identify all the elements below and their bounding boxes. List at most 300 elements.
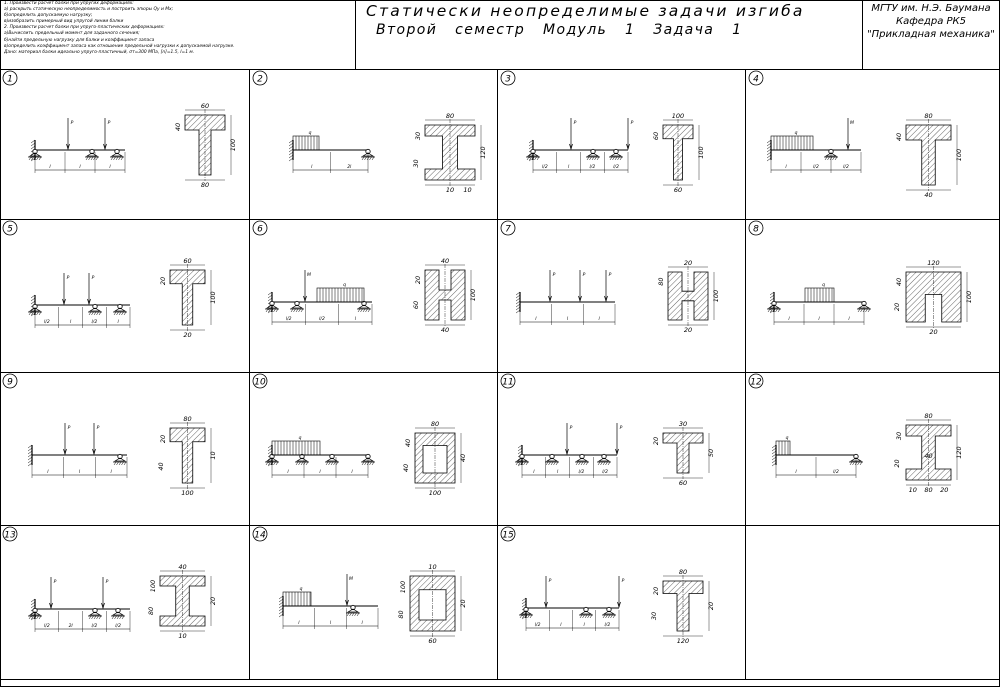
force-label: P <box>569 426 573 431</box>
hatch-line <box>39 312 41 315</box>
task-cell-9 <box>3 374 217 497</box>
section-dimension: 60 <box>673 186 683 194</box>
section-dimension: 100 <box>229 138 237 152</box>
section-dimension: 20 <box>459 599 467 608</box>
section-dimension: 30 <box>414 131 422 141</box>
force-label: P <box>107 121 111 126</box>
task-number: 3 <box>505 74 511 85</box>
hatch-line <box>613 157 615 160</box>
hatch-line <box>86 157 88 160</box>
force-label: P <box>70 121 74 126</box>
section-dimension: 120 <box>479 146 487 159</box>
hatch-line <box>97 312 99 315</box>
hatch-line <box>276 462 278 465</box>
hatch-line <box>576 462 578 465</box>
span-label: l <box>361 621 363 626</box>
task-cell-14 <box>253 527 467 645</box>
force-label: P <box>96 426 100 431</box>
cross-section <box>159 257 217 339</box>
hatch-line <box>89 616 91 619</box>
span-label: l/2 <box>285 317 292 322</box>
hatch-line <box>516 462 518 465</box>
section-dimension: 100 <box>399 580 407 594</box>
hatch-line <box>615 157 617 160</box>
hatch-line <box>537 157 539 160</box>
instruction-line: б)найти предельную нагрузку для балки и коэффициент запаса <box>4 37 155 43</box>
section-dimension: 80 <box>657 277 665 286</box>
load-label: q <box>785 436 789 441</box>
span-label: l/2 <box>44 624 50 629</box>
load-label: q <box>299 587 303 592</box>
section-dimension: 80 <box>183 415 192 423</box>
hatch-line <box>611 615 613 618</box>
hatch-line <box>606 462 608 465</box>
task-cell-12 <box>749 374 963 494</box>
span-label: l/2 <box>319 317 325 322</box>
hatch-line <box>595 157 597 160</box>
span-label: l/2 <box>813 165 819 170</box>
course-name: "Прикладная механика" <box>867 29 995 40</box>
section-dimension: 10 <box>178 632 187 640</box>
force-label: P <box>552 273 556 278</box>
hatch-line <box>29 312 31 315</box>
section-dimension: 100 <box>149 579 157 593</box>
span-label: l <box>598 317 600 322</box>
hatch-line <box>89 157 91 160</box>
task-number: 10 <box>254 377 266 388</box>
task-number: 9 <box>7 377 13 388</box>
load-label: q <box>822 283 825 288</box>
hatch-line <box>370 462 372 465</box>
span-label: l/2 <box>589 165 596 170</box>
hatch-line <box>588 615 590 618</box>
force-label: P <box>548 579 552 584</box>
span-label: l/2 <box>833 470 839 475</box>
span-label: l <box>78 470 81 475</box>
hatch-line <box>620 157 622 160</box>
hatch-line <box>116 157 118 160</box>
hatch-line <box>554 462 556 465</box>
section-dimension: 40 <box>157 462 165 471</box>
section-dimension: 100 <box>209 291 217 304</box>
hatch-line <box>336 462 338 465</box>
hatch-line <box>860 462 862 465</box>
hatch-line <box>861 309 863 312</box>
hatch-line <box>586 462 588 465</box>
hatch-line <box>334 462 336 465</box>
section-dimension: 20 <box>940 486 949 494</box>
hatch-line <box>608 615 610 618</box>
hatch-line <box>112 616 114 619</box>
hatch-line <box>768 309 770 312</box>
cross-section <box>412 257 477 334</box>
hatch-line <box>365 157 367 160</box>
hatch-line <box>122 312 124 315</box>
hatch-line <box>29 157 31 160</box>
span-label: l <box>351 470 353 475</box>
load-label: q <box>298 436 302 441</box>
span-label: l/2 <box>578 470 585 475</box>
hatch-line <box>584 462 586 465</box>
load-label: q <box>308 131 312 136</box>
span-label: l/2 <box>843 165 849 170</box>
hatch-line <box>606 615 608 618</box>
load-label: q <box>343 283 346 288</box>
hatch-line <box>362 462 364 465</box>
task-cell-10 <box>253 374 467 497</box>
sheet-subtitle: Второй семестр Модуль 1 Задача 1 <box>376 22 743 38</box>
section-dimension: 40 <box>402 463 410 473</box>
section-dimension: 10 <box>445 186 455 194</box>
section-dimension: 60 <box>678 479 688 487</box>
section-dimension: 40 <box>178 563 187 571</box>
instruction-line: 1. Произвести расчет балки при упругих деформациях: <box>4 1 134 6</box>
hatch-line <box>858 309 860 312</box>
span-label: l/2 <box>613 165 619 170</box>
hatch-line <box>124 312 126 315</box>
span-label: l <box>319 470 321 475</box>
instruction-line: Дано: материал балки идеально упруго-пластичный, σт=300 МПа, [n]=1.5, l=1 м. <box>4 49 195 55</box>
task-cell-11 <box>501 374 715 487</box>
task-cell-5 <box>3 221 217 339</box>
task-number: 14 <box>254 530 266 541</box>
hatch-line <box>276 309 278 312</box>
section-dimension: 20 <box>159 434 167 444</box>
hatch-line <box>115 616 117 619</box>
force-label: P <box>573 121 577 126</box>
hatch-line <box>363 309 365 312</box>
force-label: M <box>850 121 854 126</box>
section-dimension: 30 <box>895 431 903 441</box>
hatch-line <box>89 312 91 315</box>
section-dimension: 40 <box>459 453 467 463</box>
section-dimension: 80 <box>924 412 933 420</box>
instruction-line: в)изобразить примерный вид упругой линии балки <box>4 19 124 25</box>
hatch-line <box>590 615 592 618</box>
hatch-line <box>301 462 303 465</box>
hatch-line <box>590 157 592 160</box>
span-label: l <box>110 470 112 475</box>
hatch-line <box>853 462 855 465</box>
section-dimension: 10 <box>428 563 437 571</box>
task-number: 7 <box>505 224 511 235</box>
task-cell-8 <box>749 221 973 336</box>
section-dimension: 40 <box>895 277 903 287</box>
hatch-line <box>347 613 349 616</box>
section-dimension: 100 <box>181 489 194 497</box>
task-number: 12 <box>750 377 762 388</box>
hatch-line <box>549 462 551 465</box>
section-dimension: 120 <box>676 637 690 645</box>
section-dimension: 80 <box>924 486 933 494</box>
cross-section <box>893 412 963 494</box>
hatch-line <box>580 615 582 618</box>
hatch-line <box>366 309 368 312</box>
task-cell-1 <box>3 71 237 189</box>
section-dimension: 80 <box>924 112 933 120</box>
distributed-load <box>317 288 364 302</box>
hatch-line <box>120 616 122 619</box>
force-label: P <box>582 273 586 278</box>
hatch-line <box>266 309 268 312</box>
hatch-line <box>372 157 374 160</box>
section-dimension: 100 <box>712 289 720 303</box>
span-label: l <box>567 165 570 170</box>
hatch-line <box>122 616 124 619</box>
section-dimension: 80 <box>147 606 155 616</box>
span-label: l <box>535 317 537 322</box>
section-dimension: 50 <box>707 448 715 458</box>
hatch-line <box>527 157 529 160</box>
task-cell-13 <box>3 527 217 640</box>
span-label: l/2 <box>534 623 541 628</box>
hatch-line <box>301 309 303 312</box>
hatch-line <box>306 462 308 465</box>
span-label: l <box>785 165 787 170</box>
cross-section <box>397 563 467 645</box>
hatch-line <box>99 312 101 315</box>
span-label: l <box>117 320 119 325</box>
hatch-line <box>274 462 276 465</box>
hatch-line <box>551 462 553 465</box>
section-dimension: 60 <box>200 102 210 110</box>
section-dimension: 20 <box>683 259 693 267</box>
hatch-line <box>119 462 121 465</box>
cross-section <box>657 259 720 334</box>
instruction-line: в)определить коэффициент запаса как отношение предельной нагрузки к допускаемой нагрузке. <box>4 43 235 49</box>
span-label: l <box>583 623 585 628</box>
hatch-line <box>329 462 331 465</box>
distributed-load <box>293 136 319 150</box>
section-dimension: 10 <box>463 186 472 194</box>
force-label: M <box>307 273 311 278</box>
hatch-line <box>361 309 363 312</box>
hatch-line <box>776 309 778 312</box>
span-label: l/2 <box>115 624 121 629</box>
task-number: 2 <box>257 74 263 85</box>
task-cell-7 <box>501 221 720 334</box>
hatch-line <box>99 616 101 619</box>
hatch-line <box>603 462 605 465</box>
span-label: l <box>795 470 797 475</box>
cross-section <box>412 112 487 194</box>
force-label: P <box>619 426 623 431</box>
section-dimension: 100 <box>469 288 477 302</box>
hatch-line <box>365 462 367 465</box>
hatch-line <box>868 309 870 312</box>
section-dimension: 40 <box>404 438 412 448</box>
task-cell-3 <box>501 71 705 194</box>
hatch-line <box>350 613 352 616</box>
hatch-line <box>556 462 558 465</box>
task-number: 15 <box>502 530 514 541</box>
instruction-line: б)определить допускаемую нагрузку; <box>4 13 93 19</box>
section-dimension: 40 <box>174 122 182 132</box>
section-dimension: 60 <box>412 300 420 310</box>
task-number: 1 <box>7 74 13 85</box>
hatch-line <box>119 312 121 315</box>
span-label: l <box>566 317 569 322</box>
hatch-line <box>122 462 124 465</box>
span-label: l/2 <box>542 165 548 170</box>
hatch-line <box>124 462 126 465</box>
section-dimension: 40 <box>440 257 450 265</box>
cross-section <box>895 112 963 199</box>
cross-section <box>652 112 705 194</box>
span-label: l/2 <box>91 624 98 629</box>
distributed-load <box>805 288 834 302</box>
hatch-line <box>274 309 276 312</box>
hatch-line <box>92 312 94 315</box>
section-dimension: 10 <box>209 451 217 460</box>
force-label: M <box>349 577 353 582</box>
hatch-line <box>610 157 612 160</box>
force-label: P <box>621 579 625 584</box>
task-number: 8 <box>753 224 759 235</box>
span-label: l <box>848 317 850 322</box>
task-cell-6 <box>253 221 477 334</box>
hatch-line <box>114 157 116 160</box>
force-label: P <box>66 276 70 281</box>
span-label: l/2 <box>604 623 611 628</box>
task-cell-2 <box>253 71 487 194</box>
hatch-line <box>866 309 868 312</box>
hatch-line <box>355 613 357 616</box>
section-dimension: 120 <box>927 259 940 267</box>
load-label: q <box>794 131 798 136</box>
hatch-line <box>601 462 603 465</box>
section-dimension: 80 <box>397 610 405 619</box>
section-dimension: 30 <box>678 420 688 428</box>
span-label: l <box>533 470 535 475</box>
hatch-line <box>368 309 370 312</box>
hatch-line <box>357 613 359 616</box>
section-dimension: 20 <box>414 275 422 285</box>
hatch-line <box>583 615 585 618</box>
span-label: l <box>818 317 820 322</box>
hatch-line <box>535 157 537 160</box>
instruction-line: а) раскрыть статическую неопределимость и построить эпюры Qy и Mx; <box>4 7 174 13</box>
span-label: l <box>109 165 111 170</box>
hatch-line <box>835 157 837 160</box>
hatch-line <box>362 157 364 160</box>
hatch-line <box>296 462 298 465</box>
span-label: l <box>556 470 559 475</box>
cross-section <box>147 563 217 640</box>
hatch-line <box>294 309 296 312</box>
section-dimension: 10 <box>908 486 917 494</box>
hatch-line <box>597 157 599 160</box>
hatch-line <box>296 309 298 312</box>
span-label: l <box>311 165 313 170</box>
section-dimension: 40 <box>440 326 450 334</box>
hatch-line <box>266 462 268 465</box>
sheet-title: Статически неопределимые задачи изгиба <box>366 2 805 20</box>
hatch-line <box>326 462 328 465</box>
section-dimension: 80 <box>445 112 455 120</box>
hatch-line <box>352 613 354 616</box>
span-label: l <box>354 317 356 322</box>
hatch-line <box>92 616 94 619</box>
cross-section <box>402 420 467 497</box>
span-label: l <box>329 621 332 626</box>
cross-section <box>650 568 715 645</box>
section-dimension: 20 <box>652 586 660 596</box>
hatch-line <box>598 462 600 465</box>
hatch-line <box>331 462 333 465</box>
hatch-line <box>97 616 99 619</box>
section-dimension: 40 <box>924 191 933 199</box>
span-label: l <box>298 621 300 626</box>
hatch-line <box>111 157 113 160</box>
hatch-line <box>526 462 528 465</box>
section-dimension: 20 <box>929 328 938 336</box>
task-number: 5 <box>7 224 13 235</box>
cross-section <box>174 102 237 189</box>
task-cell-4 <box>749 71 963 199</box>
hatch-line <box>37 616 39 619</box>
hatch-line <box>618 157 620 160</box>
section-dimension: 120 <box>955 446 963 459</box>
hatch-line <box>858 462 860 465</box>
section-dimension: 80 <box>430 420 440 428</box>
force-label: P <box>67 426 71 431</box>
span-label: l/2 <box>91 320 98 325</box>
cross-section <box>652 420 715 487</box>
section-dimension: 100 <box>428 489 442 497</box>
section-dimension: 40 <box>895 132 903 142</box>
instruction-line: а)Вычислить предельный момент для заданного сечения; <box>4 31 140 37</box>
cross-section <box>893 259 973 336</box>
hatch-line <box>119 157 121 160</box>
section-dimension: 20 <box>893 459 901 468</box>
span-label: l <box>560 623 562 628</box>
span-label: l/2 <box>602 470 608 475</box>
section-dimension: 20 <box>893 302 901 312</box>
hatch-line <box>825 157 827 160</box>
hatch-line <box>39 616 41 619</box>
hatch-line <box>291 309 293 312</box>
hatch-line <box>91 157 93 160</box>
hatch-line <box>117 462 119 465</box>
hatch-line <box>530 615 532 618</box>
hatch-line <box>828 157 830 160</box>
hatch-line <box>833 157 835 160</box>
hatch-line <box>114 462 116 465</box>
section-dimension: 100 <box>671 112 685 120</box>
force-label: P <box>608 273 612 278</box>
hatch-line <box>114 312 116 315</box>
section-dimension: 80 <box>200 181 210 189</box>
section-dimension: 20 <box>159 276 167 286</box>
hatch-line <box>94 312 96 315</box>
hatch-line <box>603 615 605 618</box>
span-label: 2l <box>347 165 352 170</box>
section-dimension: 100 <box>955 148 963 162</box>
task-number: 4 <box>753 74 759 85</box>
hatch-line <box>37 157 39 160</box>
hatch-line <box>37 312 39 315</box>
section-dimension: 20 <box>183 331 192 339</box>
hatch-line <box>528 615 530 618</box>
span-label: l/2 <box>44 320 50 325</box>
hatch-line <box>778 309 780 312</box>
hatch-line <box>358 309 360 312</box>
hatch-line <box>587 157 589 160</box>
span-label: l <box>287 470 289 475</box>
hatch-line <box>29 616 31 619</box>
section-dimension: 20 <box>652 436 660 446</box>
